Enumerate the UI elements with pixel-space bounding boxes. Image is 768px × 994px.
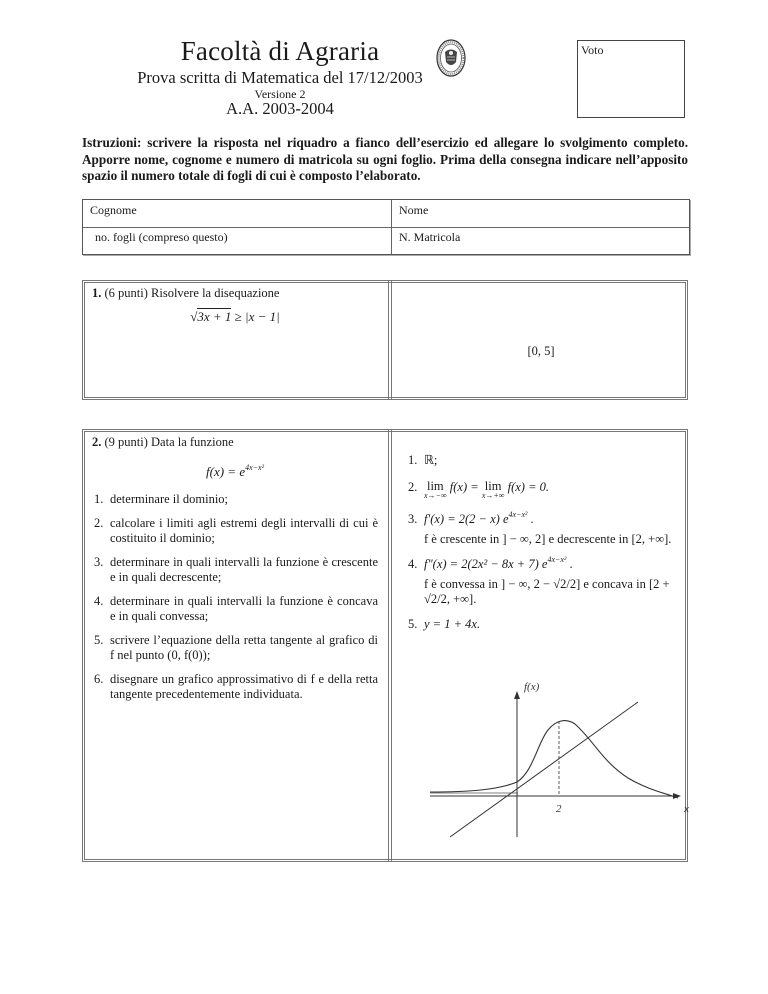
- answer-item: 5. y = 1 + 4x.: [408, 617, 481, 631]
- name-label: Nome: [399, 203, 429, 217]
- exercise-1-answer-area[interactable]: [404, 286, 678, 386]
- sqrt-icon: √: [190, 309, 198, 324]
- faculty-title: Facoltà di Agraria: [180, 36, 380, 66]
- task-item: 2. calcolare i limiti agli estremi degli intervalli di cui è costituito il dominio;: [94, 516, 378, 545]
- exercise-2-points: (9 punti): [104, 435, 148, 449]
- task-item: 6. disegnare un grafico approssimativo di f e della retta tangente precedentemente individuata.: [94, 672, 378, 701]
- limit-plus-infinity: lim x→+∞: [481, 479, 505, 500]
- task-item: 1. determinare il dominio;: [94, 492, 229, 506]
- answer-item: 2. lim x→−∞ f(x) = lim x→+∞ f(x) = 0.: [408, 479, 549, 500]
- exercise-1-points: (6 punti): [104, 286, 148, 300]
- surname-label: Cognome: [90, 203, 137, 217]
- exercise-1-prompt: Risolvere la disequazione: [151, 286, 280, 300]
- answer-item: 1. ℝ;: [408, 453, 438, 467]
- inequality-rhs: ≥ |x − 1|: [234, 309, 280, 324]
- function-curve: [430, 721, 678, 798]
- tangent-line: [450, 702, 638, 837]
- surname-field[interactable]: [83, 200, 392, 227]
- sqrt-argument: 3x + 1: [197, 309, 232, 324]
- x-tick-label: 2: [556, 803, 562, 815]
- task-list: [92, 492, 378, 702]
- answer-list: [404, 453, 678, 632]
- exercise-1-number: 1.: [92, 286, 102, 300]
- answer-item: 4. f″(x) = 2(2x² − 8x + 7) $e^{4x-x^2}$ . f è convessa in ] − ∞, 2 − √2/2] e concava in [2 + √2/2, +∞].: [404, 557, 678, 607]
- task-item: 5. scrivere l’equazione della retta tangente al grafico di f nel punto (0, f(0));: [94, 633, 378, 662]
- exam-version: Versione 2: [254, 87, 306, 101]
- exercise-2-heading: [92, 435, 378, 450]
- student-info-row: [83, 227, 689, 254]
- exercise-1-heading: [92, 286, 378, 301]
- exercise-1-question: [92, 286, 378, 325]
- student-info-table: [82, 199, 690, 255]
- student-id-label: N. Matricola: [399, 230, 461, 244]
- task-item: 3. determinare in quali intervalli la funzione è crescente e in quali decrescente;: [94, 555, 378, 584]
- exercise-1-answer: [0, 5]: [527, 344, 555, 358]
- name-field[interactable]: [392, 200, 689, 227]
- exercise-1-divider: [388, 280, 392, 400]
- sheet-count-field[interactable]: [83, 227, 392, 254]
- sheet-count-label: no. fogli (compreso questo): [95, 230, 228, 244]
- exercise-2-function: [92, 464, 378, 480]
- x-axis-label: x: [684, 803, 689, 815]
- function-exponent: 4x−x²: [245, 463, 264, 472]
- student-id-field[interactable]: [392, 227, 689, 254]
- monotonicity-note: f è crescente in ] − ∞, 2] e decrescente in [2, +∞].: [424, 532, 672, 546]
- exercise-1: [82, 280, 688, 400]
- function-graph: [428, 672, 690, 852]
- exercise-2-question: [92, 435, 378, 711]
- y-axis-label: f(x): [524, 681, 540, 693]
- exercise-2-prompt: Data la funzione: [151, 435, 234, 449]
- task-item: 4. determinare in quali intervalli la funzione è concava e in quali convessa;: [94, 594, 378, 623]
- exam-subtitle: Prova scritta di Matematica del 17/12/2003: [137, 68, 423, 87]
- limit-minus-infinity: lim x→−∞: [424, 479, 447, 500]
- academic-year: A.A. 2003-2004: [226, 99, 334, 118]
- exercise-2-number: 2.: [92, 435, 102, 449]
- answer-item: 3. f′(x) = 2(2 − x) $e^{4x-x^2}$ . f è crescente in ] − ∞, 2] e decrescente in [2, +∞].: [404, 512, 678, 547]
- concavity-note: f è convessa in ] − ∞, 2 − √2/2] e concava in [2 + √2/2, +∞].: [424, 577, 670, 606]
- student-info-row: [83, 200, 689, 228]
- exercise-1-equation: [92, 309, 378, 325]
- exercise-2-answer-area[interactable]: [404, 453, 678, 632]
- instructions-text: Istruzioni: scrivere la risposta nel riquadro a fianco dell’esercizio ed allegare lo svolgimento completo. Apporre nome, cognome e numero di matricola su ogni foglio. Prima della consegna indicare nell’apposito spazio il numero totale di fogli di cui è composto l’elaborato.: [82, 135, 688, 183]
- exercise-2-divider: [388, 429, 392, 862]
- grade-box: [577, 40, 685, 118]
- grade-box-label: Voto: [581, 43, 604, 57]
- university-seal-icon: [436, 38, 466, 78]
- function-lhs: f(x) = e: [206, 464, 246, 479]
